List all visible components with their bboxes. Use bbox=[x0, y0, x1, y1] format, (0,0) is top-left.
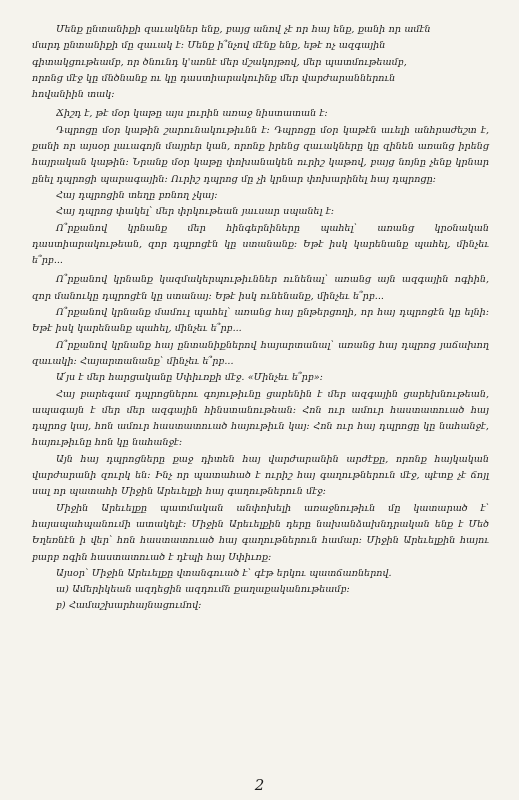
paragraph-9: Ո՞րքանով կրնանք հայ ընտանիքներով հայարտանալ՝ առանց հայ դպրոց յաճախող զաւակի: Հայարտանանք՝ մինչեւ ե՞րբ... bbox=[32, 339, 489, 367]
paragraph-5: Հայ դպրոց փակել՝ մեր փրկութեան յաւսար սպանել է: bbox=[56, 206, 334, 218]
paragraph-11: Հայ բարեգամ դպրոցներու գոյութիւնը ցարենին է մեր ազգային ցարեխնութեան, ապագայն է մեր մեր ազգային հինստանութեան: Հոն ուր ամուր հաստատուած հայ դպրոց կայ, հոն ամուր հաստատուած հայութիւն կայ: Հոն ուր հայ դպրոցը կը նահանջէ, հայութիւնը հոն կը նահանջէ: bbox=[32, 388, 489, 449]
paragraph-14: Այսօր՝ Միջին Արեւելքը վտանգուած է՝ գէթ երկու պատճառներով. bbox=[56, 567, 392, 579]
paragraph-1: Մենք ընտանիքի զաւակներ ենք, բայց անով չէ որ հայ ենք, քանի որ ամէն մարդ ընտանիքի մը զաւակ է: Մենք ի՞նչով մէնք ենք, եթէ ոչ ազգային գիտակցութեամբ, որ ծնունդ կ'առնէ մեր մշակոյթով, մեր պատմութեամբ, որոնց մէջ կը մնծնանք ու կը դաստիարակուինք մեր վարժարաններուն հովանիին տակ: bbox=[32, 24, 431, 101]
paragraph-8: Ո՞րքանով կրնանք մամուլ պահել՝ առանց հայ ընթերցողի, որ հայ դպրոցէն կը ելնի: Եթէ իսկ կարենանք պահել, մինչեւ ե՞րբ... bbox=[32, 307, 489, 335]
paragraph-2: Ճիշդ է, թէ մօր կաթը այս լուրին առաջ նիստատան է: bbox=[56, 108, 328, 120]
paragraph-12: Այն հայ դպրոցները քաջ դիտեն հայ վարժարանին արժէքը, որոնք հայկական վարժարանի զուրկ են: Ինչ որ պատահած է ուրիշ հայ գաղութներուն մէջ, պէտք չէ ճոյլ սալ որ պատահի Միջին Արեւելքի հայ գաղութներուն մէջ: bbox=[32, 453, 489, 498]
paragraph-15: ա) Ամերիկեան ազդեցին ազդումն քաղաքականութեամբ: bbox=[56, 584, 350, 596]
paragraph-3: Դպրոցը մօր կաթին շարունակութիւնն է: Դպրոցը մօր կաթէն աւելի անհրաժեշտ է, քանի որ այսօր լաւագոյն մայրեր կան, որոնք իրենց զաւակները կը զինեն առանց իրենց հայրական կաթին: Նրանք մօր կաթը փոխանակեն ուրիշ կաթով, բայց նոյնը չենք կրնար ընել դպրոցի պարագային: Ուրիշ դպրոց մը չի կրնար փոխարինել հայ դպրոցը: bbox=[32, 124, 489, 185]
paragraph-7: Ո՞րքանով կրնանք կազմակերպութիւններ ունենալ՝ առանց այն ազգային ոգիին, զոր մանուկը դպրոցէն կը ստանայ: Եթէ իսկ ունենանք, մինչեւ ե՞րբ... bbox=[32, 274, 489, 302]
paragraph-10: Ա՛յս է մեր հարցականը Սփիւռքի մէջ. «Մինչեւ ե՞րբ»: bbox=[56, 372, 323, 384]
paragraph-16: բ) Համաշխարհայնացումով: bbox=[56, 600, 202, 612]
paragraph-13: Միջին Արեւելքը պատմական անփոխելի առաջնութիւն մը կատարած է՝ հայապահպանումի ատակելէ: Միջին Արեւելքին դերը նախանձախնդրական ենք է Մեծ Եղեռնէն ի վեր՝ հոն հաստատուած հայ գաղութներուն համար: Միջին Արեւելքին հայու բարբ ոգին հաստատուած է դէպի հայ Սփիւռք: bbox=[32, 502, 489, 563]
paragraph-4: Հայ դպրոցին տեղը բռնող չկայ: bbox=[56, 189, 218, 201]
paragraph-6: Ո՞րքանով կրնանք մեր հինգերնիները պահել՝ առանց կրօնական դաստիարակութեան, զոր դպրոցէն կը ստանանք: Եթէ իսկ կարենանք պահել, մինչեւ ե՞րբ... bbox=[32, 222, 489, 267]
page-number: 2 bbox=[254, 776, 265, 794]
